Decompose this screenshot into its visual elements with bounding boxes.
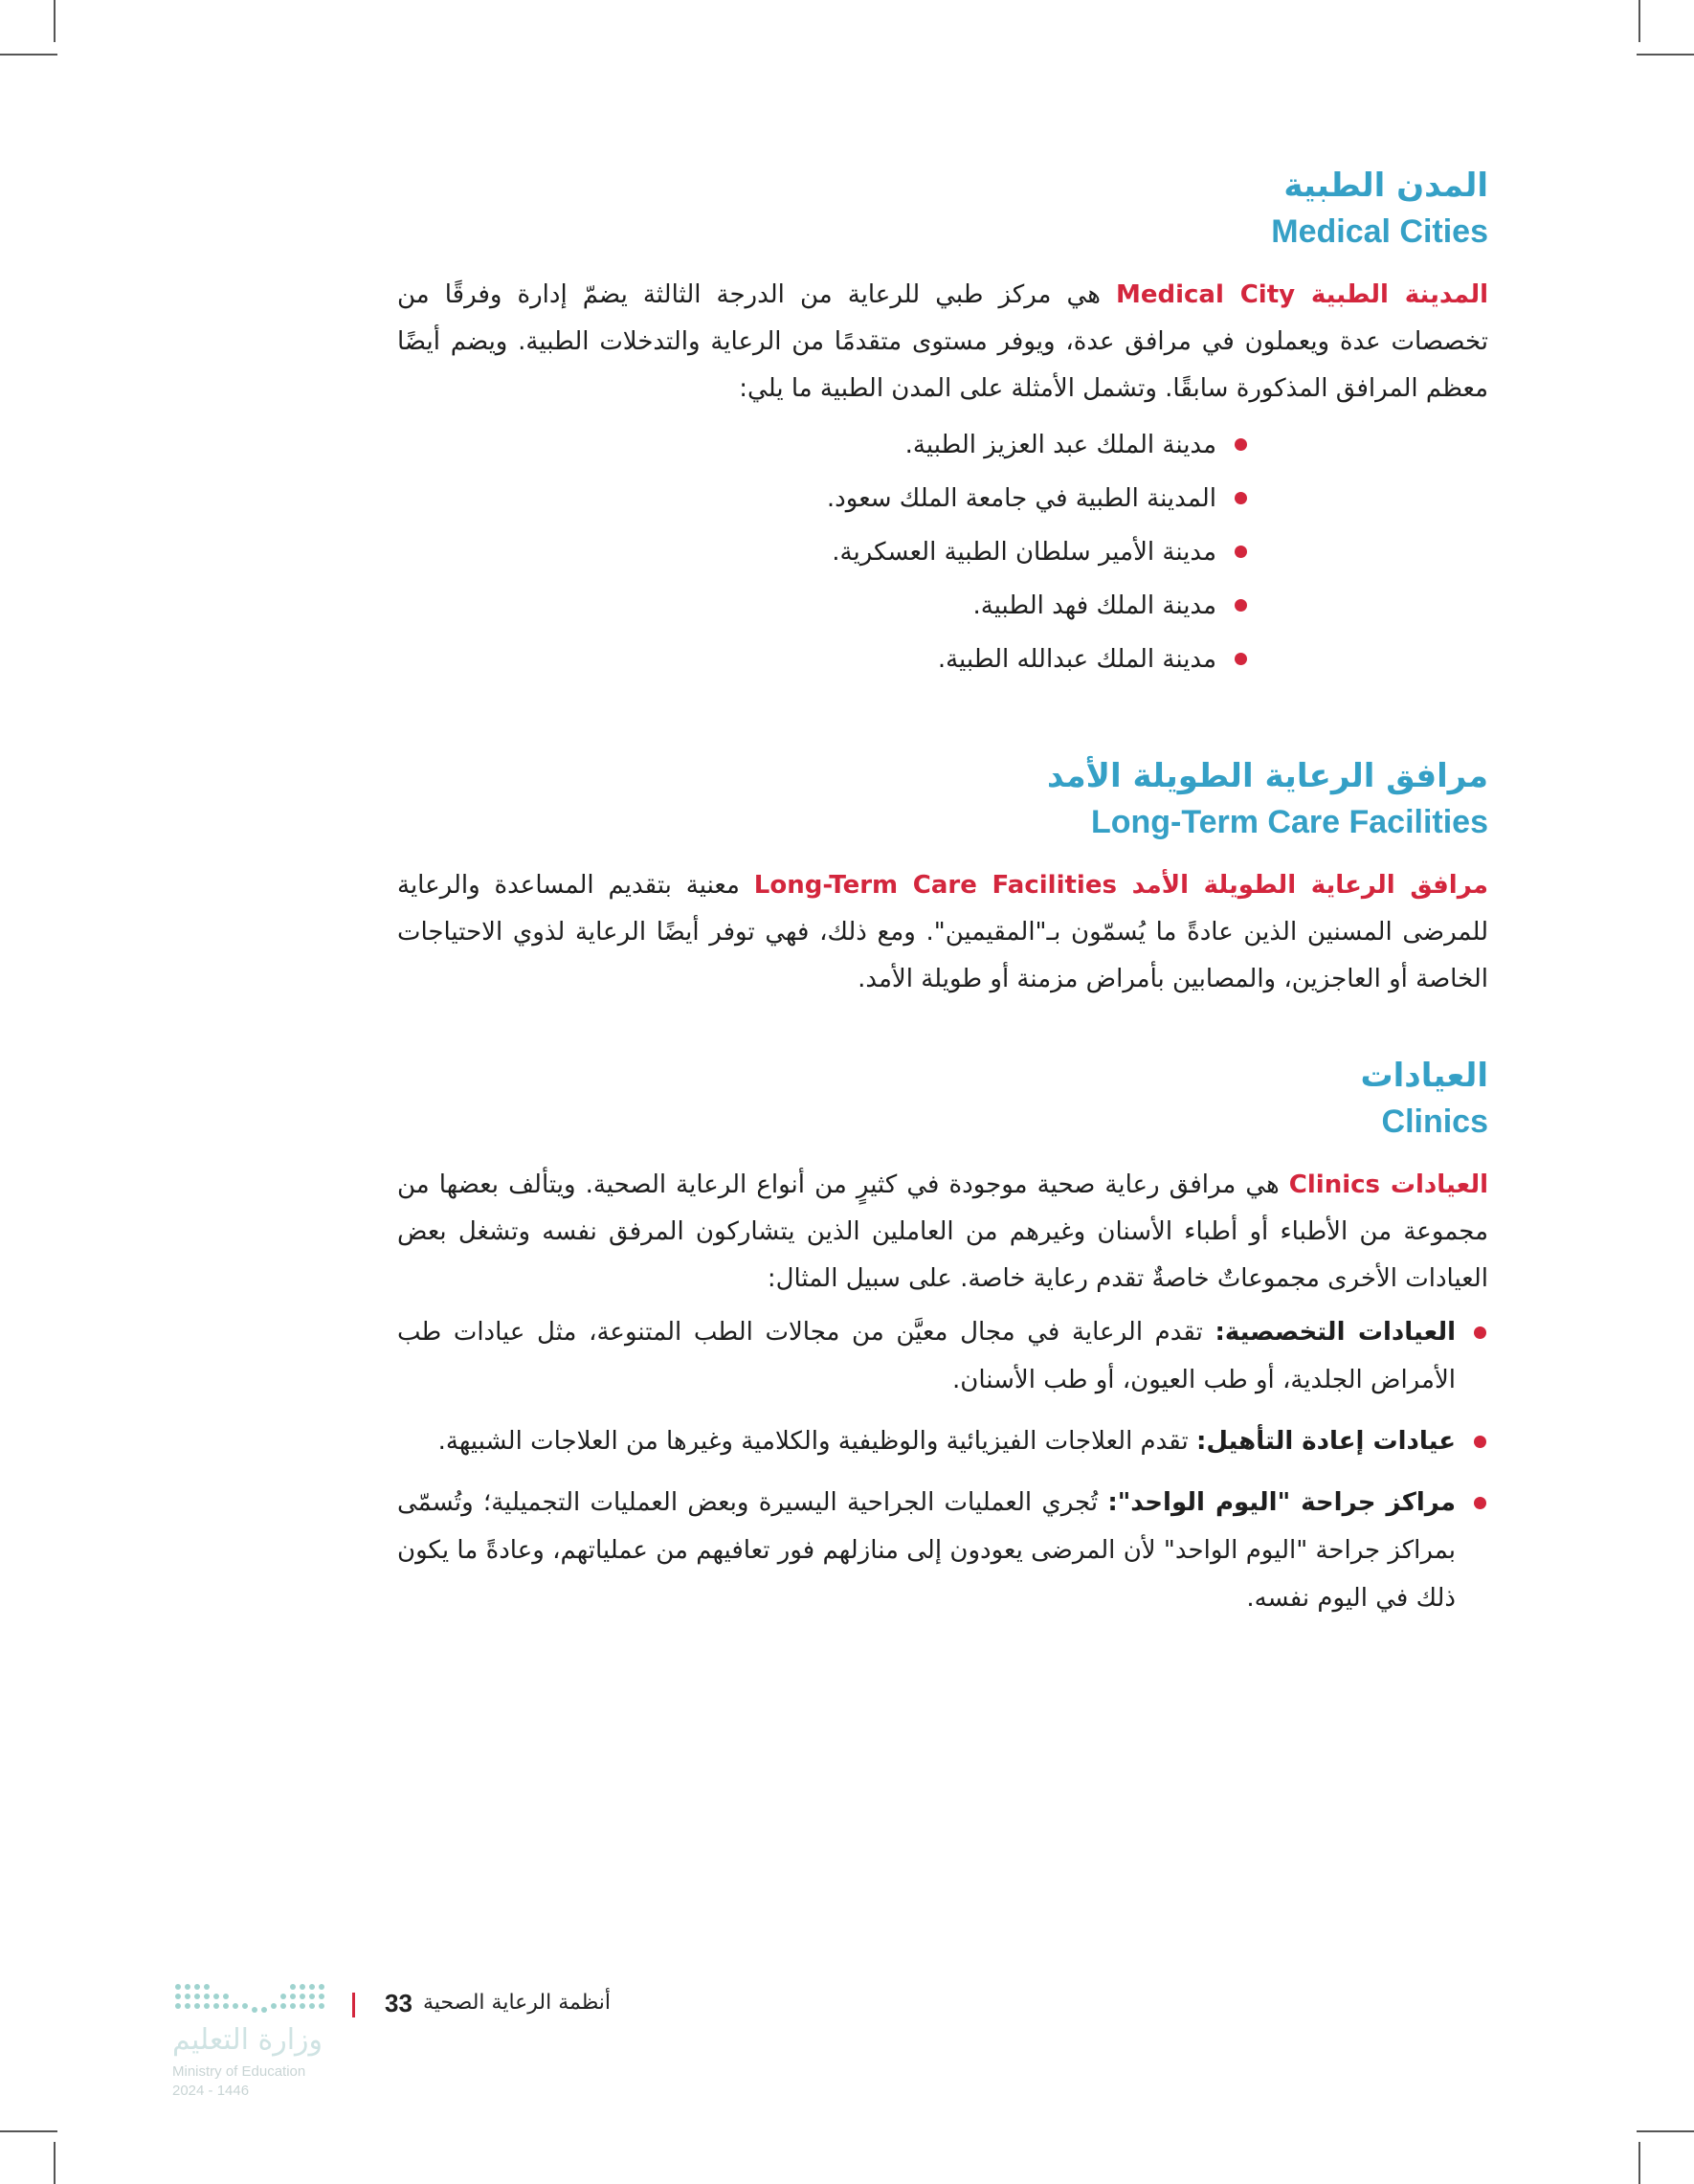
section-title-ar: العيادات: [1360, 1057, 1488, 1095]
crop-mark: [1638, 0, 1640, 42]
key-term: مرافق الرعاية الطويلة الأمد Long-Term Care Facilities: [753, 871, 1488, 900]
section-long-term-care: [397, 753, 1488, 1003]
crop-mark: [54, 0, 56, 42]
section-title-en: Medical Cities: [1271, 213, 1488, 250]
footer-divider: [352, 1993, 355, 2017]
item-text: تقدم العلاجات الفيزيائية والوظيفية والكلامية وغيرها من العلاجات الشبيهة.: [437, 1427, 1196, 1456]
item-text: تُجري العمليات الجراحية اليسيرة وبعض العمليات التجميلية؛ وتُسمّى بمراكز جراحة "اليوم الواحد" لأن المرضى يعودون إلى منازلهم فور تعافيهم من عملياتهم، وعادةً ما يكون ذلك في اليوم نفسه.: [397, 1488, 1456, 1613]
key-term: العيادات Clinics: [1288, 1170, 1488, 1199]
list-item: [397, 1417, 1488, 1465]
crop-mark: [1637, 2130, 1694, 2132]
section-title-en: Clinics: [1381, 1103, 1488, 1140]
page-number: 33: [385, 1989, 412, 2017]
list-item: مدينة الملك فهد الطبية.: [397, 579, 1249, 633]
section-medical-cities: [397, 163, 1488, 686]
edition-year: 2024 - 1446: [172, 2083, 250, 2099]
section-title-en: Long-Term Care Facilities: [1090, 804, 1488, 840]
item-lead: العيادات التخصصية:: [1215, 1318, 1456, 1347]
item-lead: مراكز جراحة "اليوم الواحد":: [1107, 1488, 1456, 1517]
crop-mark: [54, 2142, 56, 2184]
crop-mark: [0, 2130, 57, 2132]
list-item: مدينة الأمير سلطان الطبية العسكرية.: [397, 525, 1249, 579]
book-title: أنظمة الرعاية الصحية: [423, 1991, 612, 2015]
section-title-ar: المدن الطبية: [1283, 167, 1488, 205]
page-footer: [172, 1981, 612, 2106]
item-lead: عيادات إعادة التأهيل:: [1195, 1427, 1456, 1456]
paragraph-text: هي مركز طبي للرعاية من الدرجة الثالثة يضمّ إدارة وفرقًا من تخصصات عدة ويعملون في مرافق عدة، ويوفر مستوى متقدمًا من الرعاية والتدخلات الطبية. ويضم أيضًا معظم المرافق المذكورة سابقًا. وتشمل الأمثلة على المدن الطبية ما يلي:: [397, 280, 1488, 403]
crop-mark: [1637, 54, 1694, 56]
section-paragraph: [397, 272, 1488, 412]
paragraph-text: هي مرافق رعاية صحية موجودة في كثيرٍ من أنواع الرعاية الصحية. ويتألف بعضها من مجموعة من الأطباء أو أطباء الأسنان وغيرهم من العاملين الذين يتشاركون المرفق نفسه وتشغل بعض العيادات الأخرى مجموعاتٌ خاصةٌ تقدم رعاية خاصة. على سبيل المثال:: [397, 1170, 1488, 1293]
examples-list: [397, 418, 1249, 686]
paragraph-text: معنية بتقديم المساعدة والرعاية للمرضى المسنين الذين عادةً ما يُسمّون بـ"المقيمين". ومع ذلك، فهي توفر أيضًا الرعاية لذوي الاحتياجات الخاصة أو العاجزين، والمصابين بأمراض مزمنة أو طويلة الأمد.: [397, 871, 1488, 993]
item-text: تقدم الرعاية في مجال معيَّن من مجالات الطب المتنوعة، مثل عيادات طب الأمراض الجلدية، أو طب العيون، أو طب الأسنان.: [397, 1318, 1456, 1394]
list-item: [397, 1479, 1488, 1622]
key-term: المدينة الطبية Medical City: [1115, 280, 1489, 309]
section-title-ar: مرافق الرعاية الطويلة الأمد: [1046, 757, 1488, 795]
list-item: المدينة الطبية في جامعة الملك سعود.: [397, 472, 1249, 525]
main-content: [397, 163, 1488, 1636]
list-item: مدينة الملك عبد العزيز الطبية.: [397, 418, 1249, 472]
section-paragraph: [397, 1162, 1488, 1303]
list-item: مدينة الملك عبدالله الطبية.: [397, 633, 1249, 686]
ministry-logo-dots-icon: [172, 1981, 345, 2019]
list-item: [397, 1308, 1488, 1404]
section-clinics: [397, 1053, 1488, 1622]
ministry-name-ar: وزارة التعليم: [172, 2023, 323, 2057]
ministry-name-en: Ministry of Education: [172, 2063, 306, 2080]
crop-mark: [0, 54, 57, 56]
clinic-types-list: [397, 1308, 1488, 1622]
crop-mark: [1638, 2142, 1640, 2184]
section-paragraph: [397, 862, 1488, 1003]
